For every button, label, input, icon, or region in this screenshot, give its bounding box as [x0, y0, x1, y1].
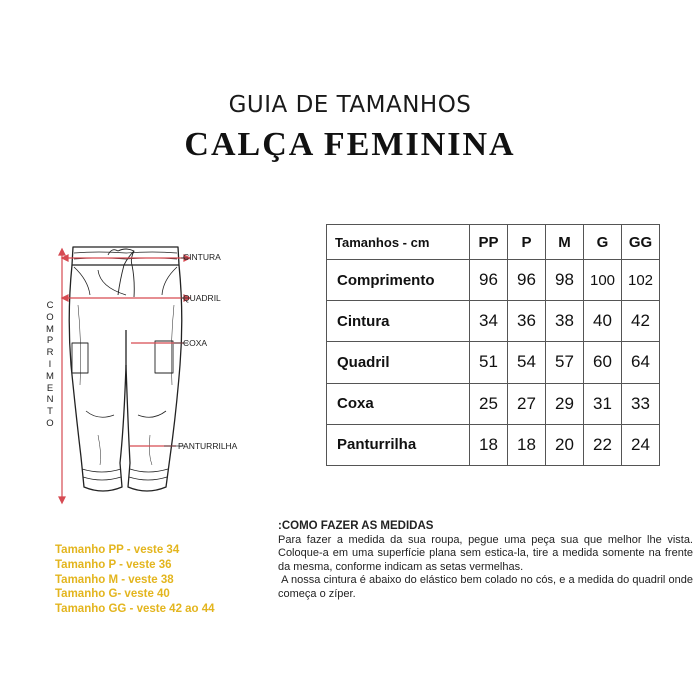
table-row — [327, 424, 660, 465]
pants-diagram — [38, 225, 278, 525]
table-cell: 102 — [622, 260, 660, 301]
size-key-item: Tamanho G- veste 40 — [55, 588, 170, 601]
table-cell: 34 — [470, 301, 508, 342]
table-cell: 31 — [584, 383, 622, 424]
table-cell: 57 — [546, 342, 584, 383]
table-cell: 20 — [546, 424, 584, 465]
table-header-row — [327, 225, 660, 260]
table-cell: 64 — [622, 342, 660, 383]
table-cell: 96 — [508, 260, 546, 301]
header-m: M — [546, 225, 584, 260]
table-cell: 24 — [622, 424, 660, 465]
size-key-item: Tamanho P - veste 36 — [55, 558, 172, 571]
table-row — [327, 383, 660, 424]
callout-coxa: COXA — [183, 338, 208, 348]
table-cell: 100 — [584, 260, 622, 301]
header-gg: GG — [622, 225, 660, 260]
table-cell: 18 — [470, 424, 508, 465]
table-cell: 96 — [470, 260, 508, 301]
comprimento-vertical-label: C O M P R I M E N T O — [46, 300, 54, 429]
table-cell: 22 — [584, 424, 622, 465]
callout-quadril: QUADRIL — [183, 293, 221, 303]
row-label: Comprimento — [327, 260, 470, 301]
table-cell: 18 — [508, 424, 546, 465]
table-cell: 40 — [584, 301, 622, 342]
table-cell: 38 — [546, 301, 584, 342]
table-row — [327, 260, 660, 301]
header-tamanhos: Tamanhos - cm — [327, 225, 470, 260]
size-key-item: Tamanho PP - veste 34 — [55, 544, 180, 556]
header-p: P — [508, 225, 546, 260]
table-cell: 36 — [508, 301, 546, 342]
size-table — [326, 224, 660, 466]
how-to-measure — [278, 520, 697, 602]
row-label: Panturrilha — [327, 424, 470, 465]
size-key-list — [55, 543, 215, 617]
callout-panturrilha: PANTURRILHA — [178, 441, 238, 451]
table-cell: 29 — [546, 383, 584, 424]
size-key-item: Tamanho M - veste 38 — [55, 573, 174, 586]
header-g: G — [584, 225, 622, 260]
row-label: Quadril — [327, 342, 470, 383]
how-to-paragraph-2: A nossa cintura é abaixo do elástico bem colado no cós, e a medida do quadril onde começa o zíper. — [278, 574, 697, 600]
how-to-heading: :COMO FAZER AS MEDIDAS — [278, 520, 434, 532]
row-label: Cintura — [327, 301, 470, 342]
header-pp: PP — [470, 225, 508, 260]
table-cell: 25 — [470, 383, 508, 424]
title-line1: GUIA DE TAMANHOS — [228, 92, 472, 118]
how-to-paragraph-1: Para fazer a medida da sua roupa, pegue uma peça sua que melhor lhe vista. Coloque-a em uma superfície plana sem estica-la, tire a medida somente na frente da mesma, conforme indicam as setas vermelhas. — [278, 533, 693, 573]
table-row — [327, 301, 660, 342]
callout-cintura: CINTURA — [183, 252, 221, 262]
table-cell: 54 — [508, 342, 546, 383]
table-cell: 27 — [508, 383, 546, 424]
row-label: Coxa — [327, 383, 470, 424]
table-cell: 42 — [622, 301, 660, 342]
table-cell: 51 — [470, 342, 508, 383]
table-cell: 60 — [584, 342, 622, 383]
title-line2: CALÇA FEMININA — [184, 126, 516, 163]
table-cell: 98 — [546, 260, 584, 301]
table-cell: 33 — [622, 383, 660, 424]
size-key-item: Tamanho GG - veste 42 ao 44 — [55, 603, 215, 616]
table-row — [327, 342, 660, 383]
